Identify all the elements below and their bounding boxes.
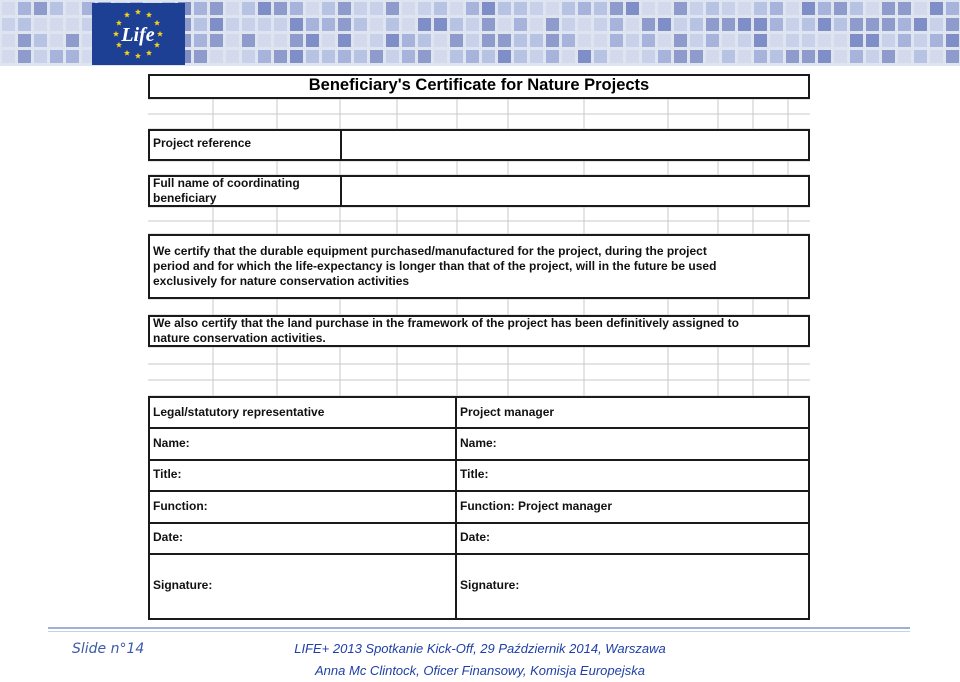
mosaic-tile	[770, 18, 783, 31]
mosaic-tile	[914, 34, 927, 47]
mosaic-tile	[898, 2, 911, 15]
mosaic-tile	[338, 18, 351, 31]
mosaic-tile	[738, 18, 751, 31]
mosaic-tile	[322, 18, 335, 31]
mosaic-tile	[354, 34, 367, 47]
land-statement-line2: nature conservation activities.	[153, 331, 326, 345]
equipment-statement-line3: exclusively for nature conservation activities	[153, 274, 410, 288]
mosaic-tile	[754, 2, 767, 15]
mosaic-tile	[850, 2, 863, 15]
project-reference-label: Project reference	[153, 136, 252, 150]
mosaic-tile	[274, 2, 287, 15]
mosaic-tile	[674, 2, 687, 15]
mosaic-tile	[578, 50, 591, 63]
mosaic-tile	[242, 2, 255, 15]
mosaic-tile	[610, 50, 623, 63]
mosaic-tile	[402, 34, 415, 47]
mosaic-tile	[306, 2, 319, 15]
mosaic-tile	[674, 50, 687, 63]
mosaic-tile	[850, 50, 863, 63]
mosaic-tile	[850, 34, 863, 47]
star-icon	[124, 12, 130, 18]
mosaic-tile	[546, 34, 559, 47]
mosaic-tile	[658, 50, 671, 63]
mosaic-tile	[930, 34, 943, 47]
mosaic-tile	[66, 50, 79, 63]
star-icon	[154, 42, 160, 48]
mosaic-tile	[66, 2, 79, 15]
mosaic-tile	[946, 2, 959, 15]
mosaic-tile	[818, 18, 831, 31]
mosaic-tile	[370, 50, 383, 63]
eu-star-circle-icon	[92, 3, 185, 65]
mosaic-tile	[498, 18, 511, 31]
mosaic-tile	[626, 50, 639, 63]
legal-representative-heading: Legal/statutory representative	[153, 405, 325, 419]
mosaic-tile	[482, 2, 495, 15]
certificate-sheet	[148, 74, 810, 620]
mosaic-tile	[754, 18, 767, 31]
mosaic-tile	[386, 50, 399, 63]
mosaic-tile	[194, 50, 207, 63]
mosaic-tile	[242, 50, 255, 63]
mosaic-tile	[610, 18, 623, 31]
pm-function-label: Function: Project manager	[460, 499, 613, 513]
row-divider	[148, 553, 810, 555]
mosaic-tile	[786, 34, 799, 47]
mosaic-tile	[594, 18, 607, 31]
mosaic-tile	[946, 50, 959, 63]
project-reference-field[interactable]	[340, 129, 810, 161]
mosaic-tile	[706, 50, 719, 63]
footer-author-line: Anna Mc Clintock, Oficer Finansowy, Komisja Europejska	[315, 663, 645, 678]
legal-title-label: Title:	[153, 467, 182, 481]
mosaic-tile	[50, 18, 63, 31]
mosaic-tile	[738, 34, 751, 47]
mosaic-tile	[66, 18, 79, 31]
mosaic-tile	[866, 18, 879, 31]
mosaic-tile	[802, 34, 815, 47]
mosaic-tile	[530, 34, 543, 47]
mosaic-tile	[226, 18, 239, 31]
mosaic-tile	[658, 34, 671, 47]
mosaic-tile	[706, 18, 719, 31]
mosaic-tile	[306, 50, 319, 63]
mosaic-tile	[434, 34, 447, 47]
mosaic-tile	[658, 2, 671, 15]
mosaic-tile	[594, 2, 607, 15]
mosaic-tile	[466, 2, 479, 15]
mosaic-tile	[466, 34, 479, 47]
mosaic-tile	[882, 34, 895, 47]
mosaic-tile	[706, 34, 719, 47]
mosaic-tile	[738, 2, 751, 15]
mosaic-tile	[882, 18, 895, 31]
pm-title-label: Title:	[460, 467, 489, 481]
mosaic-tile	[946, 18, 959, 31]
mosaic-tile	[802, 2, 815, 15]
mosaic-tile	[530, 18, 543, 31]
mosaic-tile	[594, 50, 607, 63]
mosaic-tile	[546, 18, 559, 31]
mosaic-tile	[34, 2, 47, 15]
mosaic-tile	[322, 50, 335, 63]
mosaic-tile	[226, 2, 239, 15]
mosaic-tile	[866, 50, 879, 63]
mosaic-tile	[786, 18, 799, 31]
mosaic-tile	[610, 34, 623, 47]
mosaic-tile	[370, 18, 383, 31]
mosaic-tile	[322, 34, 335, 47]
mosaic-tile	[34, 18, 47, 31]
mosaic-tile	[546, 50, 559, 63]
mosaic-tile	[2, 18, 15, 31]
row-divider	[148, 522, 810, 524]
legal-signature-label: Signature:	[153, 578, 213, 592]
mosaic-tile	[434, 2, 447, 15]
mosaic-tile	[866, 34, 879, 47]
mosaic-tile	[738, 50, 751, 63]
mosaic-tile	[834, 2, 847, 15]
mosaic-tile	[722, 50, 735, 63]
mosaic-tile	[258, 18, 271, 31]
mosaic-tile	[370, 2, 383, 15]
mosaic-tile	[770, 2, 783, 15]
mosaic-tile	[642, 50, 655, 63]
logo-wordmark: Life	[121, 24, 155, 46]
mosaic-tile	[290, 18, 303, 31]
mosaic-tile	[258, 2, 271, 15]
mosaic-tile	[514, 34, 527, 47]
mosaic-tile	[722, 34, 735, 47]
mosaic-tile	[18, 2, 31, 15]
mosaic-tile	[322, 2, 335, 15]
mosaic-tile	[18, 50, 31, 63]
mosaic-tile	[610, 2, 623, 15]
land-statement-line1: We also certify that the land purchase in the framework of the project has been definitively assigned to	[153, 316, 739, 330]
mosaic-tile	[898, 34, 911, 47]
mosaic-tile	[434, 50, 447, 63]
mosaic-tile	[290, 2, 303, 15]
page-title: Beneficiary's Certificate for Nature Projects	[308, 76, 650, 94]
mosaic-tile	[530, 2, 543, 15]
mosaic-tile	[690, 34, 703, 47]
mosaic-tile	[466, 50, 479, 63]
mosaic-tile	[226, 34, 239, 47]
mosaic-tile	[722, 2, 735, 15]
mosaic-tile	[18, 18, 31, 31]
mosaic-tile	[210, 2, 223, 15]
mosaic-tile	[194, 34, 207, 47]
mosaic-tile	[786, 2, 799, 15]
mosaic-tile	[274, 18, 287, 31]
mosaic-tile	[642, 34, 655, 47]
mosaic-tile	[386, 18, 399, 31]
mosaic-tile	[674, 34, 687, 47]
mosaic-tile	[658, 18, 671, 31]
mosaic-tile	[834, 50, 847, 63]
mosaic-tile	[754, 34, 767, 47]
legal-name-label: Name:	[153, 436, 190, 450]
mosaic-tile	[626, 34, 639, 47]
mosaic-tile	[210, 18, 223, 31]
mosaic-tile	[258, 34, 271, 47]
beneficiary-label-line2: beneficiary	[153, 191, 217, 205]
footer-rule-thin	[48, 631, 910, 632]
mosaic-tile	[418, 18, 431, 31]
mosaic-tile	[354, 2, 367, 15]
mosaic-tile	[386, 2, 399, 15]
mosaic-tile	[50, 50, 63, 63]
mosaic-tile	[690, 50, 703, 63]
mosaic-tile	[770, 34, 783, 47]
mosaic-tile	[498, 50, 511, 63]
mosaic-tile	[402, 50, 415, 63]
mosaic-tile	[930, 2, 943, 15]
mosaic-tile	[18, 34, 31, 47]
mosaic-tile	[482, 18, 495, 31]
mosaic-tile	[786, 50, 799, 63]
mosaic-tile	[514, 18, 527, 31]
mosaic-tile	[2, 2, 15, 15]
mosaic-tile	[546, 2, 559, 15]
mosaic-tile	[450, 2, 463, 15]
mosaic-tile	[402, 18, 415, 31]
mosaic-tile	[274, 34, 287, 47]
mosaic-tile	[386, 34, 399, 47]
mosaic-tile	[642, 2, 655, 15]
mosaic-tile	[258, 50, 271, 63]
mosaic-tile	[2, 34, 15, 47]
star-icon	[124, 50, 130, 56]
mosaic-tile	[626, 18, 639, 31]
mosaic-tile	[514, 2, 527, 15]
mosaic-tile	[818, 2, 831, 15]
mosaic-tile	[850, 18, 863, 31]
mosaic-tile	[194, 2, 207, 15]
pm-signature-label: Signature:	[460, 578, 520, 592]
mosaic-tile	[626, 2, 639, 15]
mosaic-tile	[226, 50, 239, 63]
mosaic-tile	[722, 18, 735, 31]
star-icon	[113, 31, 119, 37]
mosaic-tile	[578, 18, 591, 31]
row-divider	[148, 427, 810, 429]
mosaic-tile	[66, 34, 79, 47]
mosaic-tile	[434, 18, 447, 31]
mosaic-tile	[418, 34, 431, 47]
mosaic-tile	[802, 18, 815, 31]
footer-rule	[48, 627, 910, 629]
mosaic-tile	[562, 34, 575, 47]
mosaic-tile	[898, 18, 911, 31]
mosaic-tile	[834, 18, 847, 31]
beneficiary-name-field[interactable]	[340, 175, 810, 207]
mosaic-tile	[930, 18, 943, 31]
row-divider	[148, 459, 810, 461]
star-icon	[157, 31, 163, 37]
mosaic-tile	[674, 18, 687, 31]
mosaic-tile	[642, 18, 655, 31]
mosaic-tile	[194, 18, 207, 31]
mosaic-tile	[242, 18, 255, 31]
mosaic-tile	[754, 50, 767, 63]
mosaic-tile	[482, 50, 495, 63]
header-banner	[0, 0, 960, 66]
legal-function-label: Function:	[153, 499, 208, 513]
mosaic-tile	[898, 50, 911, 63]
mosaic-tile	[882, 50, 895, 63]
star-icon	[154, 20, 160, 26]
project-manager-heading: Project manager	[460, 405, 555, 419]
mosaic-tile	[818, 34, 831, 47]
mosaic-tile	[50, 2, 63, 15]
mosaic-tile	[706, 2, 719, 15]
mosaic-tile	[450, 18, 463, 31]
mosaic-tile	[402, 2, 415, 15]
beneficiary-label-line1: Full name of coordinating	[153, 176, 300, 190]
mosaic-tile	[514, 50, 527, 63]
mosaic-tile	[530, 50, 543, 63]
mosaic-tile	[2, 50, 15, 63]
mosaic-tile	[562, 18, 575, 31]
mosaic-tile	[834, 34, 847, 47]
mosaic-tile	[290, 50, 303, 63]
mosaic-tile	[946, 34, 959, 47]
star-icon	[146, 50, 152, 56]
mosaic-tile	[338, 50, 351, 63]
mosaic-tile	[418, 50, 431, 63]
mosaic-tile	[802, 50, 815, 63]
row-divider	[148, 490, 810, 492]
mosaic-tile	[770, 50, 783, 63]
star-icon	[146, 12, 152, 18]
mosaic-tile	[34, 34, 47, 47]
pm-name-label: Name:	[460, 436, 497, 450]
slide-number: Slide n°14	[72, 641, 145, 657]
mosaic-tile	[866, 2, 879, 15]
mosaic-tile	[290, 34, 303, 47]
pm-date-label: Date:	[460, 530, 491, 544]
mosaic-tile	[34, 50, 47, 63]
mosaic-tile	[210, 34, 223, 47]
mosaic-tile	[354, 18, 367, 31]
mosaic-tile	[306, 34, 319, 47]
mosaic-tile	[498, 34, 511, 47]
mosaic-tile	[498, 2, 511, 15]
mosaic-tile	[690, 2, 703, 15]
mosaic-tile	[594, 34, 607, 47]
mosaic-tile	[818, 50, 831, 63]
mosaic-tile	[338, 34, 351, 47]
equipment-statement-line1: We certify that the durable equipment purchased/manufactured for the project, during the project	[153, 244, 707, 258]
legal-date-label: Date:	[153, 530, 184, 544]
mosaic-tile	[882, 2, 895, 15]
equipment-statement-line2: period and for which the life-expectancy is longer than that of the project, will in the future be used	[153, 259, 717, 273]
mosaic-tile	[306, 18, 319, 31]
mosaic-tile	[914, 50, 927, 63]
mosaic-tile	[690, 18, 703, 31]
mosaic-tile	[466, 18, 479, 31]
star-icon	[135, 53, 141, 59]
mosaic-tile	[914, 2, 927, 15]
mosaic-tile	[930, 50, 943, 63]
mosaic-tile	[450, 34, 463, 47]
mosaic-tile	[354, 50, 367, 63]
mosaic-tile	[370, 34, 383, 47]
mosaic-tile	[482, 34, 495, 47]
mosaic-tile	[450, 50, 463, 63]
mosaic-tile	[914, 18, 927, 31]
mosaic-tile	[418, 2, 431, 15]
mosaic-tile	[562, 50, 575, 63]
mosaic-tile	[578, 2, 591, 15]
mosaic-tile	[338, 2, 351, 15]
life-logo	[92, 3, 185, 65]
mosaic-tile	[242, 34, 255, 47]
footer-event-line: LIFE+ 2013 Spotkanie Kick-Off, 29 Październik 2014, Warszawa	[294, 641, 666, 656]
star-icon	[135, 9, 141, 15]
mosaic-tile	[562, 2, 575, 15]
mosaic-tile	[210, 50, 223, 63]
mosaic-tile	[50, 34, 63, 47]
mosaic-tile	[578, 34, 591, 47]
mosaic-tile	[274, 50, 287, 63]
